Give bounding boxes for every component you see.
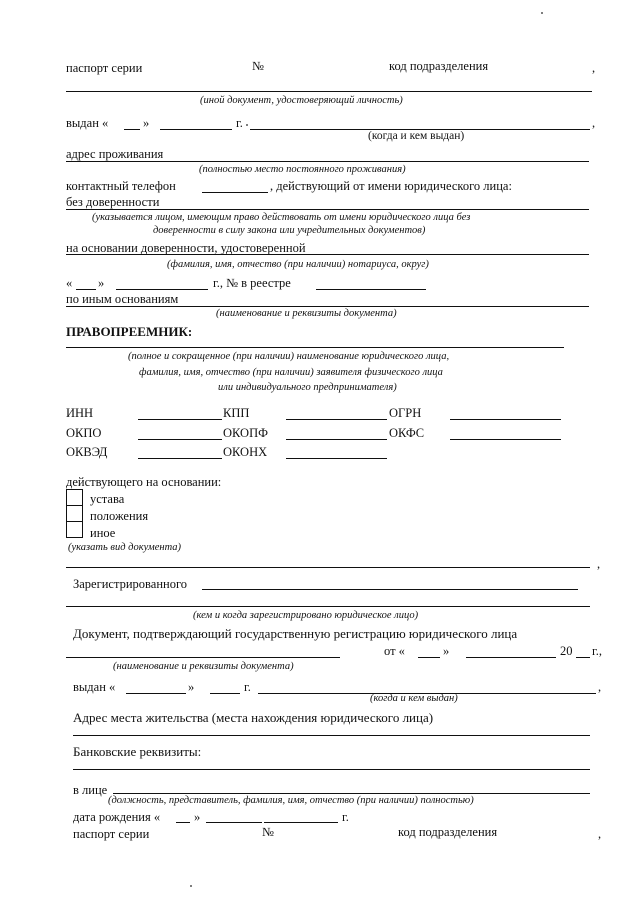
birth-label: дата рождения « xyxy=(73,810,161,824)
okonh-field[interactable] xyxy=(286,458,387,459)
issued2-month-field[interactable] xyxy=(210,693,240,694)
no-proxy-note-line1: (указывается лицом, имеющим право действовать от имени юридического лица без xyxy=(92,212,471,223)
other-option-label: иное xyxy=(90,526,116,540)
okopf-field[interactable] xyxy=(286,439,387,440)
bank-field[interactable] xyxy=(73,769,590,770)
scan-speck xyxy=(190,885,192,887)
passport-number-sign: № xyxy=(252,59,264,73)
issued2-note: (когда и кем выдан) xyxy=(370,693,458,704)
proxy-registry-label: г., № в реестре xyxy=(213,276,291,290)
state-reg-month-field[interactable] xyxy=(466,657,556,658)
state-reg-from: от « xyxy=(384,644,405,658)
okved-label: ОКВЭД xyxy=(66,445,108,459)
birth-year-label: г. xyxy=(342,810,349,824)
proxy-month-field[interactable] xyxy=(116,289,208,290)
birth-day-field[interactable] xyxy=(176,822,190,823)
person-note: (должность, представитель, фамилия, имя, отчество (при наличии) полностью) xyxy=(108,795,474,806)
basis-comma: , xyxy=(597,557,601,571)
state-reg-document-field[interactable] xyxy=(66,657,340,658)
address-field[interactable] xyxy=(66,161,589,162)
residence-label: Адрес места жительства (места нахождения юридического лица) xyxy=(73,710,434,725)
phone-label: контактный телефон xyxy=(66,179,176,193)
state-reg-century: 20 xyxy=(560,644,573,658)
registered-field-line2[interactable] xyxy=(66,606,590,607)
proxy-field[interactable] xyxy=(66,254,589,255)
basis-document-field[interactable] xyxy=(66,567,590,568)
trailing-comma: , xyxy=(592,61,596,75)
registered-note: (кем и когда зарегистрировано юридическое лицо) xyxy=(193,610,419,621)
issued-comma: , xyxy=(592,116,596,130)
charter-option-label: устава xyxy=(90,492,125,506)
no-proxy-note-line2: доверенности в силу закона или учредительных документов) xyxy=(153,225,426,236)
proxy-day-field[interactable] xyxy=(76,289,96,290)
issued-label: выдан « xyxy=(66,116,109,130)
issued-quote-close: » xyxy=(143,116,150,130)
proxy-date-open: « xyxy=(66,276,73,290)
ogrn-label: ОГРН xyxy=(389,406,422,420)
phone-field[interactable] xyxy=(202,192,268,193)
person-label: в лице xyxy=(73,783,108,797)
birth-month-field[interactable] xyxy=(206,822,262,823)
issued2-comma: , xyxy=(598,680,602,694)
regulation-option-label: положения xyxy=(90,509,149,523)
regulation-checkbox[interactable] xyxy=(66,505,83,522)
okonh-label: ОКОНХ xyxy=(223,445,268,459)
other-grounds-note: (наименование и реквизиты документа) xyxy=(216,308,397,319)
charter-checkbox[interactable] xyxy=(66,489,83,506)
okfs-label: ОКФС xyxy=(389,426,425,440)
proxy-label: на основании доверенности, удостоверенной xyxy=(66,241,306,255)
bank-label: Банковские реквизиты: xyxy=(73,744,202,759)
birth-year-field[interactable] xyxy=(264,822,338,823)
birth-quote-close: » xyxy=(194,810,201,824)
division-code-label: код подразделения xyxy=(389,59,489,73)
okpo-label: ОКПО xyxy=(66,426,102,440)
state-reg-day-field[interactable] xyxy=(418,657,440,658)
issued-month-field[interactable] xyxy=(160,129,232,130)
registered-label: Зарегистрированного xyxy=(73,577,188,591)
successor-title: ПРАВОПРЕЕМНИК: xyxy=(66,324,193,339)
issued-note: (когда и кем выдан) xyxy=(368,130,465,142)
issued2-quote-close: » xyxy=(188,680,195,694)
bottom-trailing-comma: , xyxy=(598,827,602,841)
no-proxy-field[interactable] xyxy=(66,209,589,210)
address-label: адрес проживания xyxy=(66,147,164,161)
kpp-field[interactable] xyxy=(286,419,387,420)
other-grounds-field[interactable] xyxy=(66,306,589,307)
successor-field[interactable] xyxy=(66,347,564,348)
bottom-passport-series-label: паспорт серии xyxy=(73,827,150,841)
person-field[interactable] xyxy=(113,793,590,794)
okopf-label: ОКОПФ xyxy=(223,426,268,440)
proxy-date-close: » xyxy=(98,276,105,290)
other-id-note: (иной документ, удостоверяющий личность) xyxy=(200,95,403,106)
residence-field[interactable] xyxy=(73,735,590,736)
okved-field[interactable] xyxy=(138,458,222,459)
issued2-year-label: г. xyxy=(244,680,251,694)
registered-field[interactable] xyxy=(202,589,578,590)
address-note: (полностью место постоянного проживания) xyxy=(199,164,406,175)
okfs-field[interactable] xyxy=(450,439,561,440)
scan-speck xyxy=(541,12,543,14)
bottom-division-code-label: код подразделения xyxy=(398,825,498,839)
state-reg-quote-close: » xyxy=(443,644,450,658)
okpo-field[interactable] xyxy=(138,439,222,440)
proxy-registry-field[interactable] xyxy=(316,289,426,290)
other-id-line[interactable] xyxy=(66,91,592,92)
state-reg-note: (наименование и реквизиты документа) xyxy=(113,661,294,672)
successor-note-line2: фамилия, имя, отчество (при наличии) заявителя физического лица xyxy=(139,367,443,378)
ogrn-field[interactable] xyxy=(450,419,561,420)
inn-field[interactable] xyxy=(138,419,222,420)
acting-label: , действующий от имени юридического лица: xyxy=(270,179,512,193)
passport-series-label: паспорт серии xyxy=(66,61,143,75)
successor-note-line1: (полное и сокращенное (при наличии) наименование юридического лица, xyxy=(128,351,450,362)
basis-note: (указать вид документа) xyxy=(68,542,182,553)
other-grounds-label: по иным основаниям xyxy=(66,292,179,306)
other-checkbox[interactable] xyxy=(66,521,83,538)
bottom-passport-number-sign: № xyxy=(262,825,274,839)
scan-speck xyxy=(246,124,248,126)
no-proxy-label: без доверенности xyxy=(66,195,160,209)
issued2-label: выдан « xyxy=(73,680,116,694)
state-reg-year-field[interactable] xyxy=(576,657,590,658)
issued-day-field[interactable] xyxy=(124,129,140,130)
inn-label: ИНН xyxy=(66,406,94,420)
state-reg-label: Документ, подтверждающий государственную регистрацию юридического лица xyxy=(73,626,518,641)
basis-label: действующего на основании: xyxy=(66,475,222,489)
issued2-day-field[interactable] xyxy=(126,693,186,694)
kpp-label: КПП xyxy=(223,406,250,420)
successor-note-line3: или индивидуального предпринимателя) xyxy=(218,382,397,393)
proxy-note: (фамилия, имя, отчество (при наличии) нотариуса, округ) xyxy=(167,259,429,270)
state-reg-year-label: г., xyxy=(592,644,602,658)
issued-year-label: г. xyxy=(236,116,243,130)
